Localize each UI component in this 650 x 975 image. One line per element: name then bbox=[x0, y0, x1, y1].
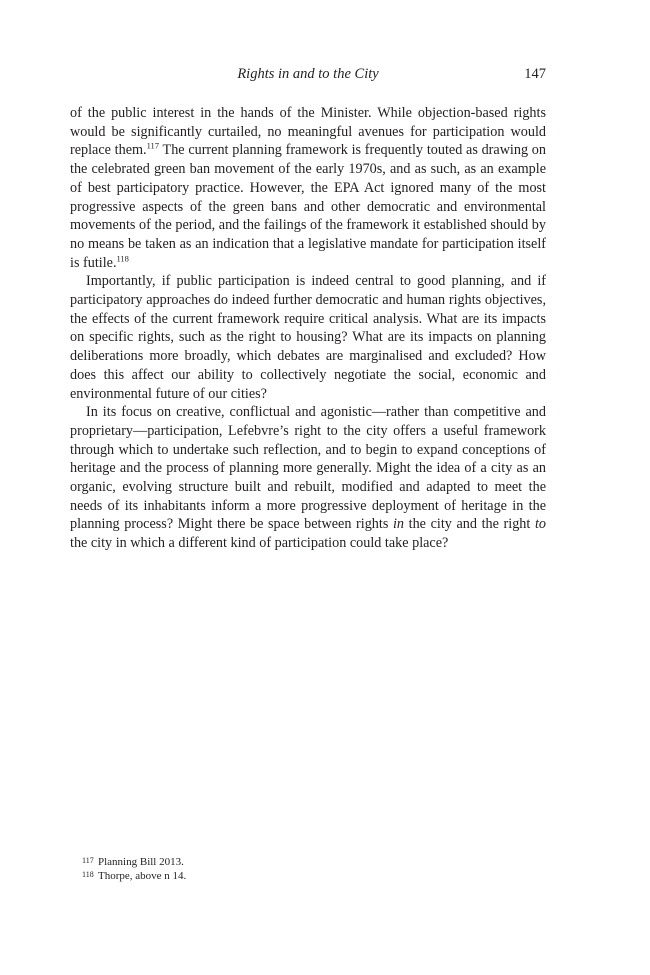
text-run: The current planning framework is frequently touted as drawing on the celebrated green ban movement of the early 1970s, and as such, as an example of best participatory practice. However, the EPA Act ignored many of the most progressive aspects of the green bans and other democratic and environmental movements of the period, and the failings of the framework it established should by no means be taken as an indication that a legislative mandate for participation itself is futile. bbox=[70, 142, 546, 271]
text-run: the city and the right bbox=[404, 516, 535, 533]
text-run: of the public interest in the hands of the Minister. While objection-based rights would be significantly curtailed, no meaningful avenues for participation would replace them. bbox=[70, 105, 546, 159]
emphasis: to bbox=[534, 516, 546, 533]
footnote bbox=[82, 856, 542, 870]
footnote bbox=[82, 870, 542, 884]
footnote-number: 118 bbox=[82, 869, 94, 879]
text-run: Importantly, if public participation is indeed central to good planning, and if participatory approaches do indeed further democratic and human rights objectives, the effects of the current framework require critical analysis. What are its impacts on specific rights, such as the right to housing? What are its impacts on planning deliberations more broadly, which debates are marginalised and excluded? How does this affect our ability to collectively negotiate the social, economic and environmental future of our cities? bbox=[70, 273, 546, 402]
footnotes bbox=[82, 856, 542, 883]
paragraph bbox=[70, 272, 546, 403]
running-title: Rights in and to the City bbox=[237, 66, 379, 82]
paragraph bbox=[70, 403, 546, 553]
footnote-text: Planning Bill 2013. bbox=[98, 856, 184, 868]
footnote-text: Thorpe, above n 14. bbox=[98, 869, 187, 882]
text-run: In its focus on creative, conflictual and agonistic—rather than competitive and proprietary—participation, Lefebvre’s right to the city offers a useful framework through which to undertake such reflection, and to begin to expand conceptions of heritage and the process of planning more generally. Might the idea of a city as an organic, evolving structure built and rebuilt, modified and adapted to meet the needs of its inhabitants inform a more progressive deployment of heritage in the planning process? Might there be space between rights bbox=[70, 404, 546, 533]
paragraph bbox=[70, 104, 546, 272]
page-number: 147 bbox=[524, 66, 546, 82]
running-head bbox=[70, 66, 546, 86]
footnote-number: 117 bbox=[82, 856, 94, 865]
footnote-ref: 117 bbox=[146, 140, 160, 151]
footnote-ref: 118 bbox=[116, 252, 129, 263]
emphasis: in bbox=[392, 516, 405, 533]
text-run: the city in which a different kind of participation could take place? bbox=[70, 535, 449, 552]
body-text bbox=[70, 104, 546, 553]
